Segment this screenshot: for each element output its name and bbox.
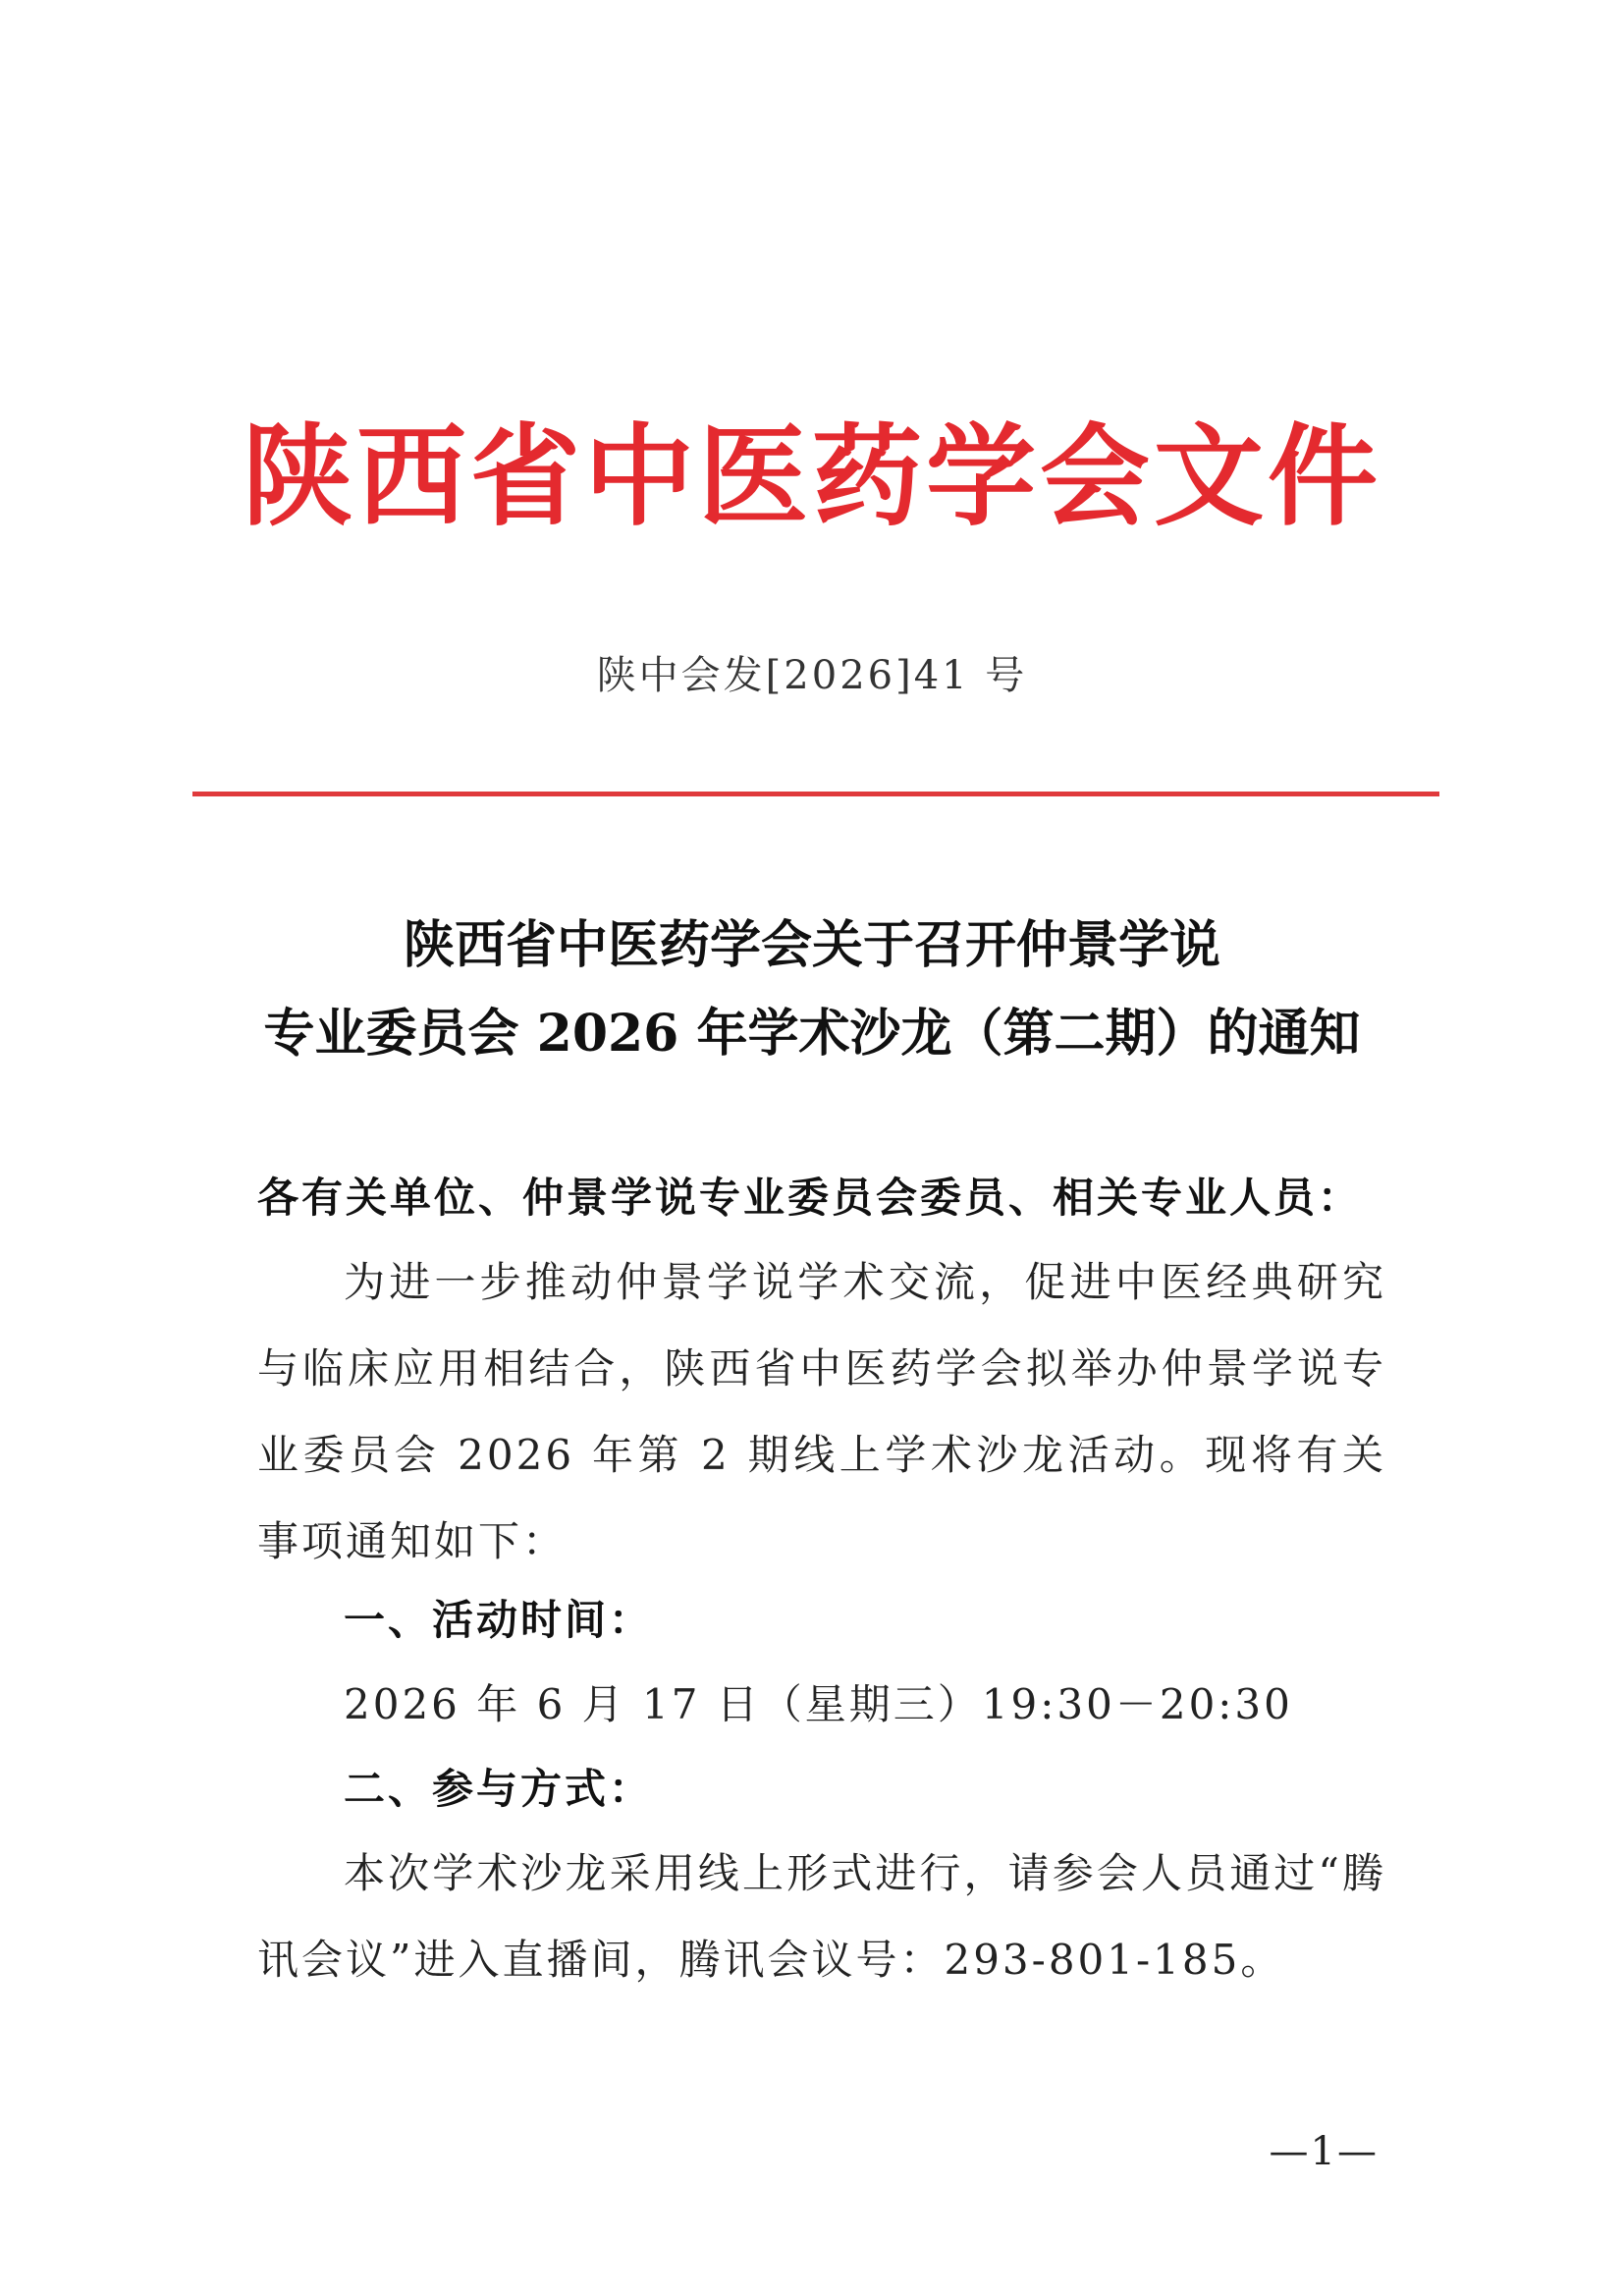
salutation: 各有关单位、仲景学说专业委员会委员、相关专业人员：	[257, 1174, 1363, 1222]
notice-title-line-2: 专业委员会 2026 年学术沙龙（第二期）的通知	[263, 1004, 1361, 1064]
notice-title	[0, 902, 1624, 1078]
org-document-header: 陕西省中医药学会文件	[243, 412, 1381, 541]
document-number: 陕中会发[2026]41 号	[596, 653, 1028, 698]
red-divider-line	[192, 792, 1439, 796]
section-1-heading: 一、活动时间：	[344, 1596, 654, 1644]
intro-paragraph: 为进一步推动仲景学说学术交流，促进中医经典研究与临床应用相结合，陕西省中医药学会拟举办仲景学说专业委员会 2026 年第 2 期线上学术沙龙活动。现将有关事项通知如下：	[257, 1258, 1386, 1565]
section-1-time: 2026 年 6 月 17 日（星期三）19:30－20:30	[344, 1680, 1293, 1728]
section-2-paragraph: 本次学术沙龙采用线上形式进行，请参会人员通过“腾讯会议”进入直播间，腾讯会议号：293-801-185。	[257, 1849, 1386, 1984]
section-2-heading: 二、参与方式：	[344, 1765, 654, 1813]
notice-title-line-1: 陕西省中医药学会关于召开仲景学说	[403, 915, 1220, 975]
page-number: —1—	[1269, 2129, 1379, 2174]
